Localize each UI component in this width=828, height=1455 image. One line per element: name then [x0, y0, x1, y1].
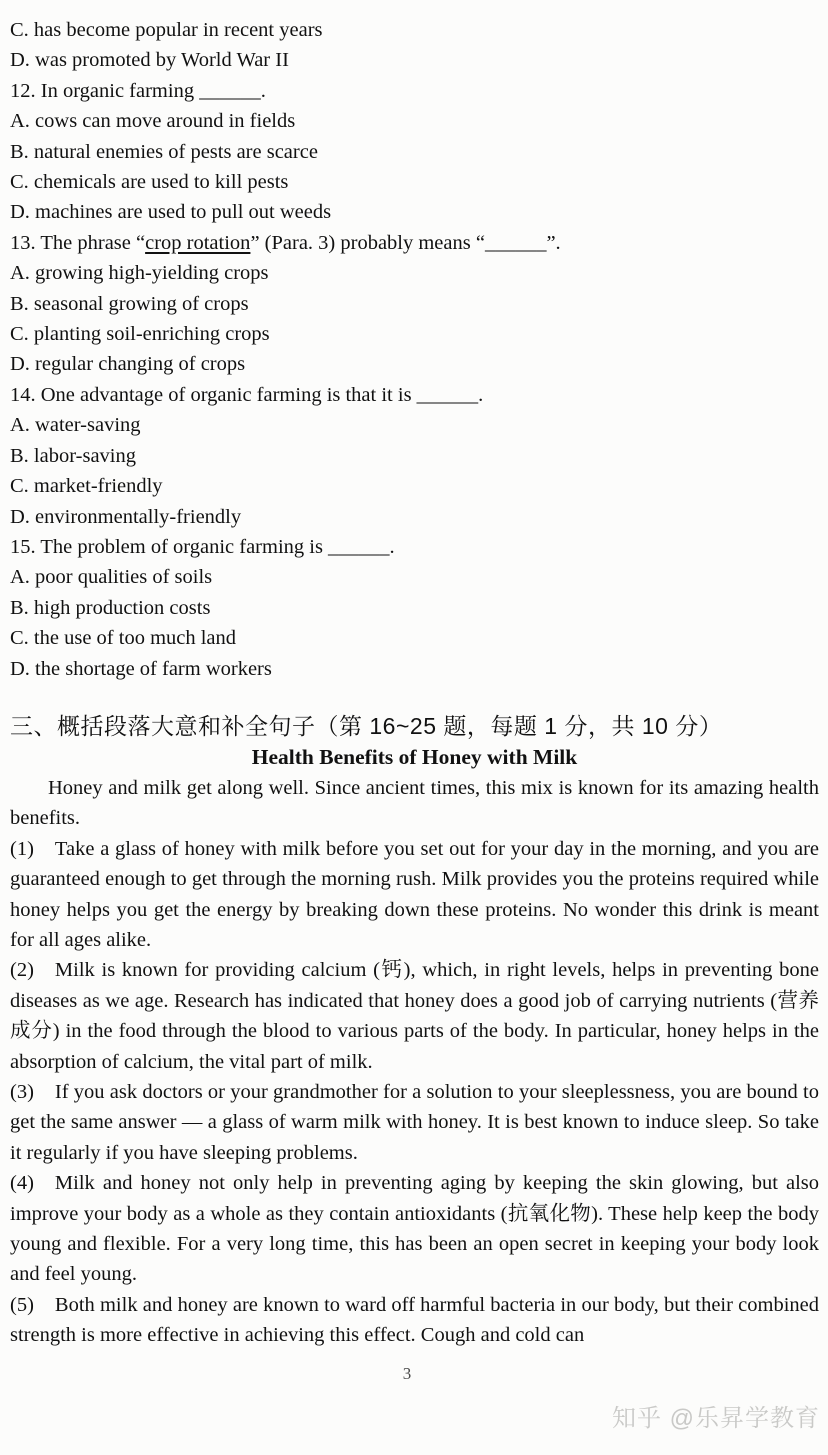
- page-number: 3: [402, 1364, 412, 1383]
- paragraph-text: Take a glass of honey with milk before you set out for your day in the morning, and you are guaranteed enough to get through the morning rush. Milk provides you the proteins required while honey helps you get the energy by breaking down these proteins. No wonder this drink is meant for all ages alike.: [10, 837, 819, 951]
- paragraph-text: Honey and milk get along well. Since ancient times, this mix is known for its amazing health benefits.: [10, 776, 819, 830]
- passage-title: Health Benefits of Honey with Milk: [251, 744, 578, 769]
- question-line: C. has become popular in recent years: [10, 19, 323, 41]
- question-line: D. machines are used to pull out weeds: [10, 201, 332, 224]
- question-line: D. regular changing of crops: [10, 353, 246, 376]
- paragraph: [10, 1168, 819, 1290]
- question-line: 15. The problem of organic farming is ______.: [10, 535, 395, 558]
- question-line: A. poor qualities of soils: [10, 566, 213, 589]
- paragraph: [10, 1077, 819, 1168]
- question-line: A. cows can move around in fields: [10, 110, 296, 133]
- question-line: C. chemicals are used to kill pests: [10, 171, 289, 194]
- question-line: D. the shortage of farm workers: [10, 657, 272, 680]
- paragraph: [10, 1290, 819, 1351]
- question-line: B. seasonal growing of crops: [10, 292, 249, 315]
- section-heading: 三、概括段落大意和补全句子（第 16~25 题，每题 1 分，共 10 分）: [10, 712, 723, 739]
- question-line: C. market-friendly: [10, 475, 163, 498]
- paragraph: [10, 955, 819, 1077]
- question-line: D. was promoted by World War II: [10, 49, 289, 72]
- paragraph-text: Both milk and honey are known to ward off harmful bacteria in our body, but their combined strength is more effective in achieving this effect. Cough and cold can: [10, 1293, 819, 1347]
- paragraph-number: (4): [10, 1172, 34, 1195]
- question-line: 12. In organic farming ______.: [10, 79, 266, 102]
- paragraph-text: If you ask doctors or your grandmother for a solution to your sleeplessness, you are bound to get the same answer — a glass of warm milk with honey. It is best known to induce sleep. So take it regularly if you have sleeping problems.: [10, 1081, 819, 1164]
- passage: [10, 773, 819, 1351]
- question-line: 13. The phrase “crop rotation” (Para. 3) probably means “______”.: [10, 231, 561, 254]
- watermark: 知乎 @乐昇学教育: [611, 1405, 820, 1432]
- paragraph-number: (5): [10, 1293, 34, 1316]
- question-line: A. water-saving: [10, 414, 141, 437]
- paragraph: [10, 773, 819, 834]
- question-line: B. labor-saving: [10, 444, 136, 467]
- paragraph-number: (3): [10, 1081, 34, 1103]
- question-line: C. the use of too much land: [10, 627, 237, 650]
- paragraph-number: (1): [10, 837, 34, 860]
- question-line: D. environmentally-friendly: [10, 505, 242, 528]
- question-line: B. high production costs: [10, 596, 211, 619]
- paragraph-text: Milk is known for providing calcium (钙), which, in right levels, helps in preventing bone diseases as we age. Research has indicated that honey does a good job of carrying nutrients (营养成分) in the food through the blood to various parts of the body. In particular, honey helps in the absorption of calcium, the vital part of milk.: [10, 959, 819, 1073]
- question-line: A. growing high-yielding crops: [10, 262, 269, 285]
- question-line: 14. One advantage of organic farming is that it is ______.: [10, 383, 484, 406]
- paragraph-number: (2): [10, 959, 34, 982]
- question-line: B. natural enemies of pests are scarce: [10, 140, 318, 163]
- paragraph-text: Milk and honey not only help in preventing aging by keeping the skin glowing, but also improve your body as a whole as they contain antioxidants (抗氧化物). These help keep the body young and flexible. For a very long time, this has been an open secret in keeping your body look and feel young.: [10, 1172, 819, 1286]
- multiple-choice-section: [10, 15, 819, 684]
- question-line: C. planting soil-enriching crops: [10, 323, 270, 346]
- paragraph: [10, 834, 819, 956]
